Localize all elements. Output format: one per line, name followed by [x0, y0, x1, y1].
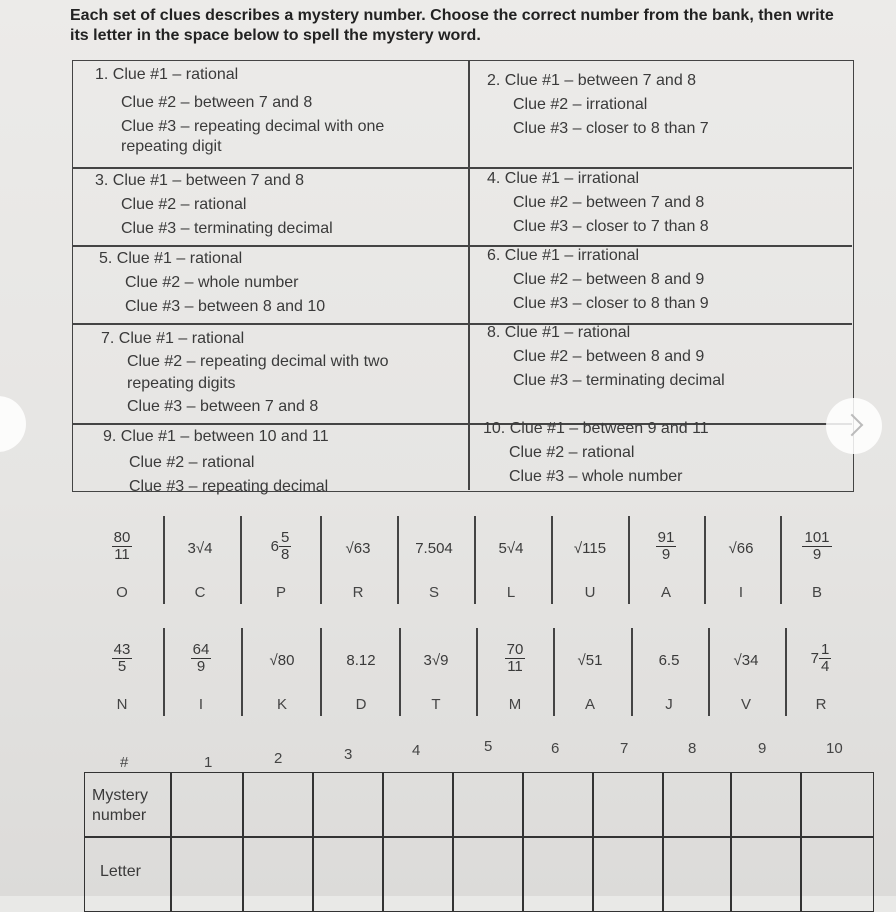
clue-number: 9. [103, 428, 117, 445]
bank-value [786, 642, 856, 675]
bank-value [631, 530, 701, 563]
bank-value [166, 642, 236, 675]
answer-column-divider [382, 772, 384, 912]
clue-line: Clue #3 – whole number [509, 468, 683, 485]
bank-value: √115 [573, 540, 607, 557]
clue-line: Clue #3 – between 7 and 8 [127, 398, 319, 415]
bank-letter: R [352, 584, 364, 601]
bank-letter: A [584, 696, 595, 713]
bank-whole: 7 [810, 650, 819, 667]
bank-letter: N [116, 696, 128, 713]
chevron-right-icon [841, 414, 864, 437]
bank-value: √63 [345, 540, 371, 557]
number-bank-row-2 [0, 624, 896, 724]
clue-line: Clue #2 – rational [129, 454, 255, 471]
bank-divider [397, 516, 399, 604]
clue-number: 6. [487, 247, 501, 264]
clue-7 [101, 327, 461, 419]
bank-divider [163, 516, 165, 604]
answer-column-divider [242, 772, 244, 912]
clue-line: Clue #2 – rational [509, 444, 635, 461]
clue-line: Clue #2 – between 8 and 9 [513, 271, 705, 288]
bank-value: 3√9 [423, 652, 449, 669]
bank-divider [631, 628, 633, 716]
clue-number: 8. [487, 324, 501, 341]
clue-number: 1. [95, 66, 109, 83]
bank-value: √51 [577, 652, 603, 669]
clue-line: Clue #2 – irrational [513, 96, 648, 113]
bank-numerator: 64 [192, 641, 210, 658]
answer-column-divider [312, 772, 314, 912]
answer-row-divider [84, 836, 874, 838]
answer-column-divider [452, 772, 454, 912]
answer-grid [84, 772, 874, 912]
column-number: 9 [758, 740, 767, 757]
clue-line: Clue #3 – closer to 8 than 7 [513, 120, 709, 137]
bank-value [782, 530, 852, 563]
clue-10 [483, 417, 849, 489]
clue-line: Clue #3 – closer to 7 than 8 [513, 218, 709, 235]
clue-line: Clue #1 – rational [118, 330, 245, 347]
bank-letter: S [428, 584, 439, 601]
prev-arrow[interactable] [0, 396, 26, 452]
clue-line: Clue #3 – terminating decimal [513, 372, 725, 389]
bank-letter: I [198, 696, 204, 713]
bank-value [246, 530, 316, 563]
bank-divider [704, 516, 706, 604]
clue-line: Clue #1 – rational [116, 250, 243, 267]
bank-divider [320, 516, 322, 604]
chevron-left-icon [0, 412, 7, 435]
clue-line: Clue #2 – between 7 and 8 [513, 194, 705, 211]
column-number: 2 [274, 750, 283, 767]
bank-value: √66 [728, 540, 754, 557]
instructions: Each set of clues describes a mystery number. Choose the correct number from the bank, then write its letter in the space below to spell the mystery word. [70, 7, 834, 44]
bank-value: √34 [733, 652, 759, 669]
bank-letter: A [660, 584, 671, 601]
clue-line: Clue #2 – rational [121, 196, 247, 213]
bank-numerator: 101 [804, 529, 830, 546]
clue-number: 2. [487, 72, 501, 89]
bank-letter: J [665, 696, 673, 713]
answer-table [84, 738, 874, 896]
bank-divider [163, 628, 165, 716]
bank-letter: I [738, 584, 744, 601]
bank-numerator: 80 [113, 529, 131, 546]
bank-letter: D [355, 696, 367, 713]
hash-label: # [120, 754, 129, 771]
bank-letter: V [740, 696, 751, 713]
answer-column-divider [170, 772, 172, 912]
bank-letter: C [194, 584, 206, 601]
clue-line: Clue #2 – between 8 and 9 [513, 348, 705, 365]
bank-divider [551, 516, 553, 604]
bank-value [480, 642, 550, 675]
bank-letter: U [584, 584, 596, 601]
bank-divider [320, 628, 322, 716]
number-bank-row-1 [0, 512, 896, 612]
clue-3 [95, 169, 455, 241]
clue-4 [487, 167, 847, 239]
column-number: 5 [484, 738, 493, 755]
bank-divider [785, 628, 787, 716]
clue-line: Clue #1 – between 9 and 11 [509, 420, 709, 437]
column-number: 7 [620, 740, 629, 757]
bank-value: 7.504 [415, 540, 453, 557]
bank-value: √80 [269, 652, 295, 669]
clue-line: Clue #1 – irrational [504, 170, 640, 187]
bank-letter: O [116, 584, 128, 601]
bank-numerator: 1 [821, 641, 830, 658]
clue-grid [72, 60, 854, 495]
clue-line: Clue #1 – irrational [504, 247, 640, 264]
mystery-number-label: Mystery number [92, 787, 148, 824]
bank-value: 8.12 [346, 652, 376, 669]
clue-line: Clue #3 – terminating decimal [121, 220, 333, 237]
bank-divider [628, 516, 630, 604]
bank-letter: L [506, 584, 516, 601]
bank-divider [553, 628, 555, 716]
bank-fraction [819, 642, 831, 675]
bank-divider [476, 628, 478, 716]
bank-letter: R [815, 696, 827, 713]
bank-denominator: 9 [196, 658, 206, 675]
bank-fraction [112, 642, 133, 675]
bank-fraction [191, 642, 212, 675]
bank-fraction [802, 530, 831, 563]
bank-whole: 6 [270, 538, 279, 555]
column-number: 8 [688, 740, 697, 757]
column-number: 3 [344, 746, 353, 763]
answer-column-divider [592, 772, 594, 912]
bank-denominator: 11 [507, 658, 523, 675]
bank-numerator: 91 [657, 529, 675, 546]
answer-column-divider [522, 772, 524, 912]
column-number: 4 [412, 742, 421, 759]
bank-letter: T [431, 696, 441, 713]
bank-divider [780, 516, 782, 604]
bank-fraction [505, 642, 526, 675]
bank-denominator: 5 [117, 658, 127, 675]
bank-denominator: 9 [812, 546, 822, 563]
next-arrow[interactable] [826, 398, 882, 454]
bank-divider [241, 628, 243, 716]
bank-letter: B [811, 584, 822, 601]
column-number: 1 [204, 754, 213, 771]
clue-number: 10. [483, 420, 506, 437]
bank-denominator: 8 [281, 546, 290, 563]
clue-line: Clue #3 – between 8 and 10 [125, 298, 326, 315]
clue-line: Clue #1 – rational [112, 66, 239, 83]
column-number: 6 [551, 740, 560, 757]
clue-8 [487, 321, 847, 393]
bank-denominator: 4 [821, 658, 830, 675]
clue-5 [99, 247, 459, 319]
bank-letter: M [508, 696, 522, 713]
bank-divider [474, 516, 476, 604]
answer-column-divider [730, 772, 732, 912]
bank-fraction [279, 530, 291, 563]
bank-divider [399, 628, 401, 716]
answer-column-divider [800, 772, 802, 912]
clue-9 [103, 425, 463, 499]
bank-divider [240, 516, 242, 604]
clue-line: Clue #2 – whole number [125, 274, 299, 291]
grid-divider [468, 61, 470, 490]
clue-line: Clue #1 – between 10 and 11 [120, 428, 329, 445]
clue-number: 7. [101, 330, 115, 347]
clue-1 [95, 63, 455, 157]
bank-letter: P [275, 584, 286, 601]
clue-number: 5. [99, 250, 113, 267]
answer-column-divider [662, 772, 664, 912]
bank-denominator: 11 [114, 546, 130, 563]
clue-line: Clue #3 – closer to 8 than 9 [513, 295, 709, 312]
bank-value: 5√4 [498, 540, 524, 557]
bank-fraction [112, 530, 133, 563]
clue-line: Clue #1 – rational [504, 324, 631, 341]
clue-6 [487, 244, 847, 316]
clue-line: Clue #2 – between 7 and 8 [121, 94, 313, 111]
bank-numerator: 43 [113, 641, 131, 658]
clue-line: Clue #1 – between 7 and 8 [504, 72, 697, 89]
bank-value: 3√4 [187, 540, 213, 557]
bank-divider [708, 628, 710, 716]
bank-fraction [656, 530, 677, 563]
clue-number: 3. [95, 172, 109, 189]
clue-line: Clue #2 – repeating decimal with two repeating digits [127, 353, 389, 392]
clue-line: Clue #3 – repeating decimal with one repeating digit [121, 118, 385, 155]
clue-number: 4. [487, 170, 501, 187]
bank-letter: K [276, 696, 287, 713]
bank-value [87, 642, 157, 675]
clue-line: Clue #3 – repeating decimal [129, 478, 329, 495]
bank-numerator: 70 [506, 641, 524, 658]
clue-2 [487, 69, 847, 141]
bank-value [87, 530, 157, 563]
column-number: 10 [826, 740, 843, 757]
letter-label: Letter [100, 863, 141, 880]
bank-denominator: 9 [661, 546, 671, 563]
bank-numerator: 5 [281, 529, 290, 546]
bank-value: 6.5 [658, 652, 680, 669]
clue-line: Clue #1 – between 7 and 8 [112, 172, 305, 189]
